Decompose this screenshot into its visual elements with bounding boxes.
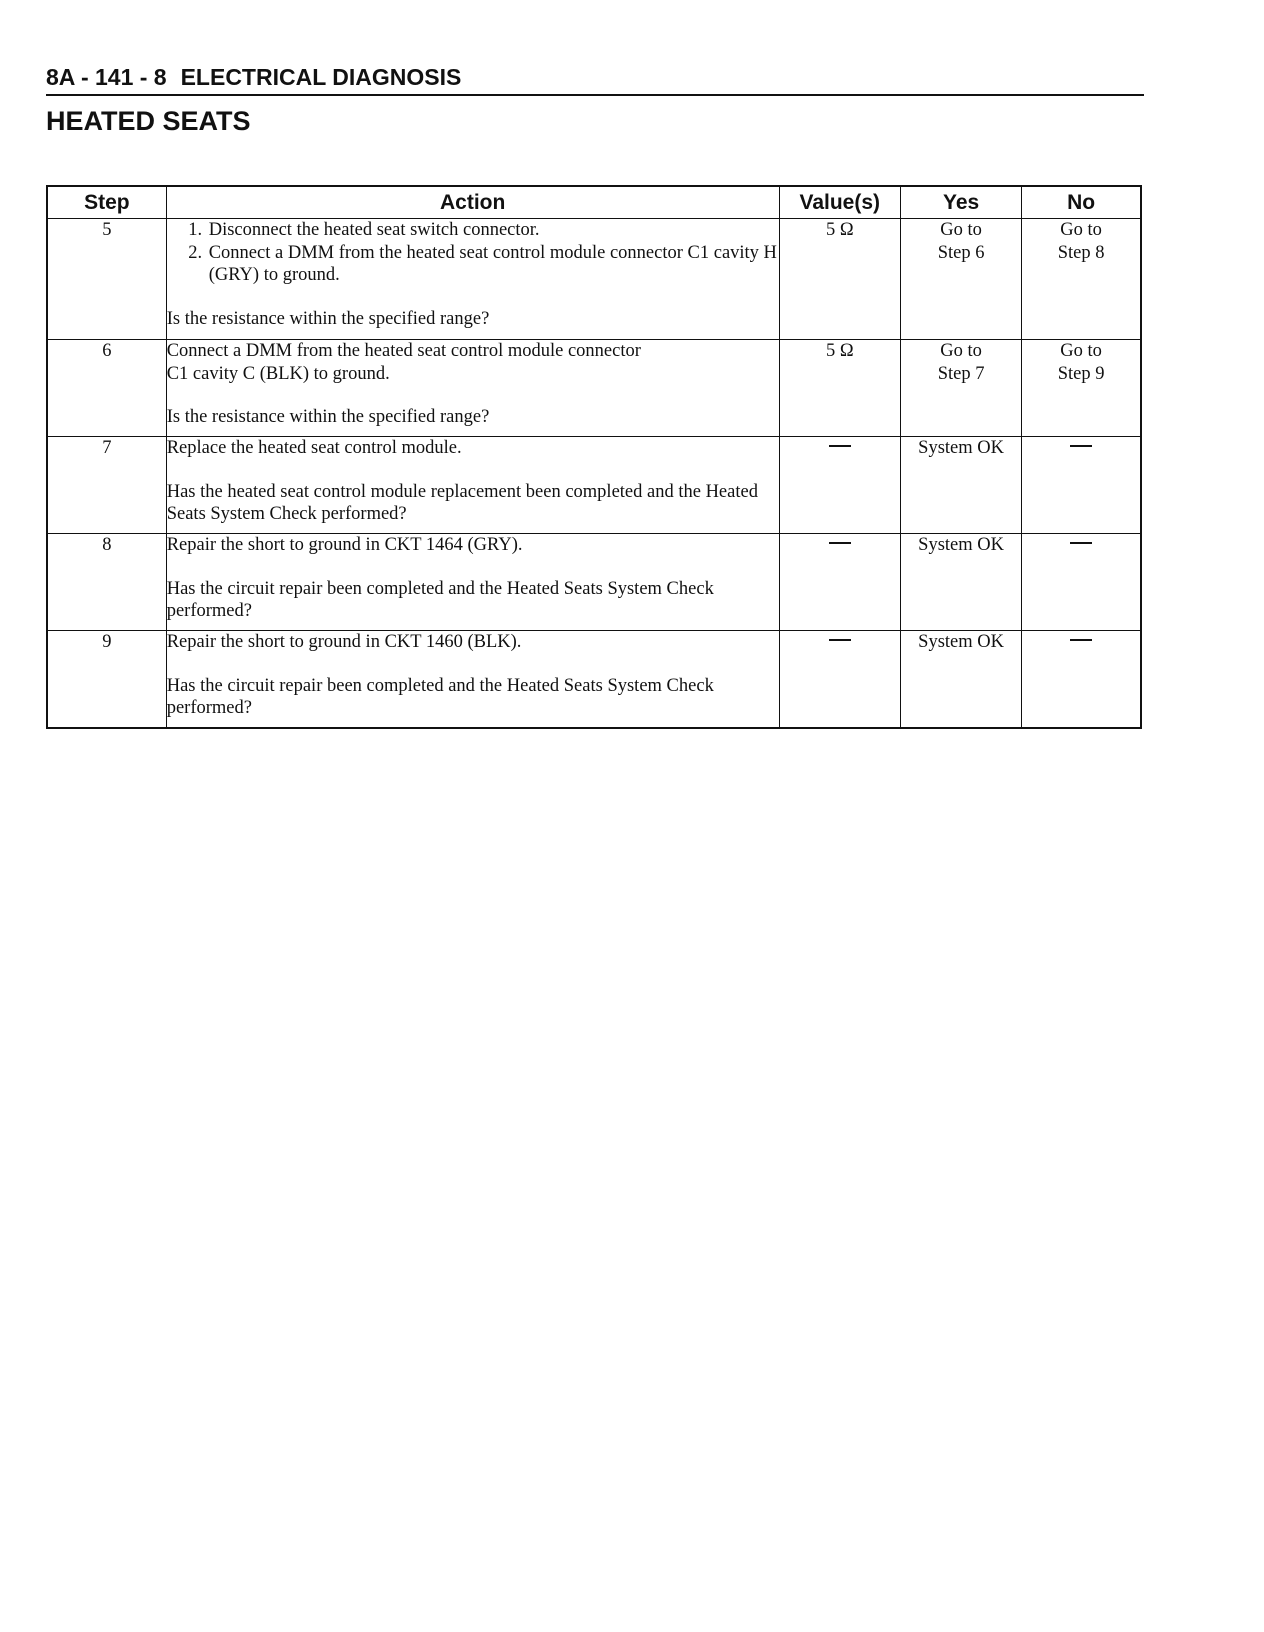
action-question: Has the circuit repair been completed and the Heated Seats System Check performed?: [166, 675, 714, 718]
step-number: 9: [47, 631, 166, 729]
yes-text: Go to Step 6: [937, 220, 985, 263]
value-cell: 5 Ω: [779, 219, 900, 340]
step-number: 8: [47, 534, 166, 631]
column-header-step: Step: [47, 186, 166, 219]
yes-cell: System OK: [900, 631, 1021, 729]
yes-cell: [900, 219, 1021, 340]
em-dash: [829, 639, 851, 641]
action-cell: [166, 340, 779, 437]
yes-cell: System OK: [900, 437, 1021, 534]
no-cell: [1022, 219, 1141, 340]
value-cell: 5 Ω: [779, 340, 900, 437]
step-number: 5: [47, 219, 166, 340]
action-cell: [166, 437, 779, 534]
section-name: ELECTRICAL DIAGNOSIS: [180, 64, 462, 90]
value-cell: [779, 437, 900, 534]
yes-cell: [900, 340, 1021, 437]
no-cell: [1022, 340, 1141, 437]
column-header-yes: Yes: [900, 186, 1021, 219]
no-text: Go to Step 9: [1057, 341, 1105, 384]
em-dash: [1070, 639, 1092, 641]
table-row: [47, 219, 1141, 340]
action-text: Repair the short to ground in CKT 1460 (BLK).: [166, 632, 522, 652]
em-dash: [829, 542, 851, 544]
table-row: [47, 437, 1141, 534]
table-row: [47, 534, 1141, 631]
em-dash: [1070, 542, 1092, 544]
column-header-values: Value(s): [779, 186, 900, 219]
step-number: 6: [47, 340, 166, 437]
action-text: Repair the short to ground in CKT 1464 (GRY).: [166, 535, 523, 555]
action-item: 1. Disconnect the heated seat switch connector.: [207, 219, 779, 242]
page-title: HEATED SEATS: [46, 106, 251, 136]
value-cell: [779, 534, 900, 631]
column-header-action: Action: [166, 186, 779, 219]
table-row: [47, 631, 1141, 729]
action-text: Connect a DMM from the heated seat control module connector C1 cavity C (BLK) to ground.: [166, 341, 641, 384]
table-row: [47, 340, 1141, 437]
yes-cell: System OK: [900, 534, 1021, 631]
no-cell: [1022, 631, 1141, 729]
no-text: Go to Step 8: [1057, 220, 1105, 263]
column-header-no: No: [1022, 186, 1141, 219]
no-cell: [1022, 534, 1141, 631]
page-header: [46, 62, 1144, 96]
diagnostic-table: [46, 185, 1142, 729]
action-question: Has the circuit repair been completed and the Heated Seats System Check performed?: [166, 578, 714, 621]
action-item: 2. Connect a DMM from the heated seat control module connector C1 cavity H (GRY) to ground.: [207, 242, 779, 287]
action-list: [167, 219, 779, 287]
action-text: Replace the heated seat control module.: [166, 438, 462, 458]
action-question: Is the resistance within the specified range?: [166, 308, 490, 329]
em-dash: [1070, 445, 1092, 447]
step-number: 7: [47, 437, 166, 534]
action-cell: [166, 631, 779, 729]
action-cell: [166, 219, 779, 340]
action-question: Has the heated seat control module replacement been completed and the Heated Seats System Check performed?: [166, 481, 758, 524]
em-dash: [829, 445, 851, 447]
yes-text: Go to Step 7: [937, 341, 985, 384]
section-number: 8A - 141 - 8: [46, 64, 167, 90]
value-cell: [779, 631, 900, 729]
no-cell: [1022, 437, 1141, 534]
table-header-row: [47, 186, 1141, 219]
action-question: Is the resistance within the specified range?: [166, 407, 490, 427]
action-cell: [166, 534, 779, 631]
